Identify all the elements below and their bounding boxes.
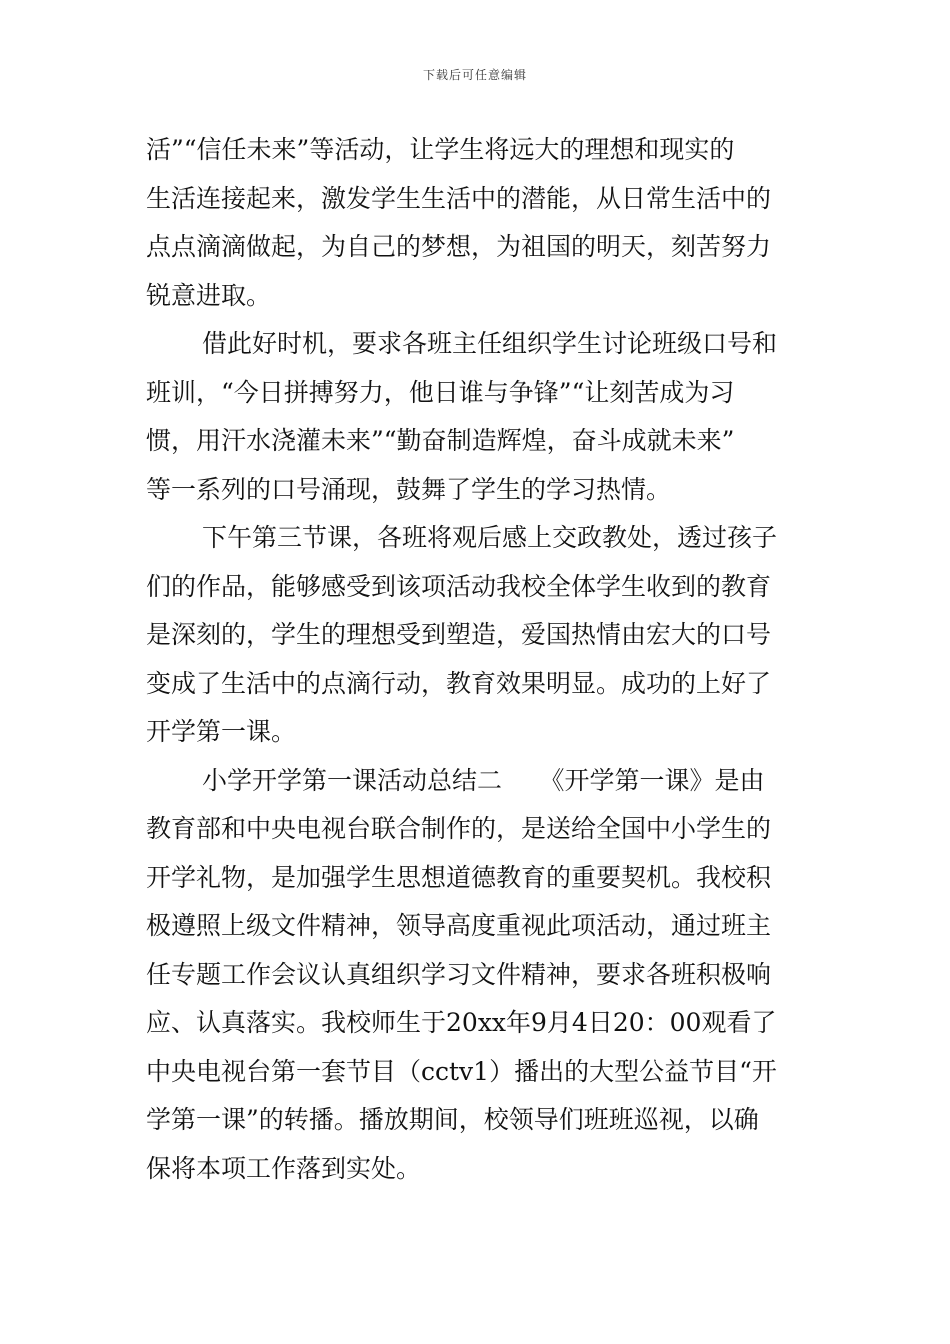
text-line: 等一系列的口号涌现，鼓舞了学生的学习热情。 [146, 474, 672, 504]
text-line: 锐意进取。 [146, 280, 272, 310]
text-line: 借此好时机，要求各班主任组织学生讨论班级口号和 [202, 329, 778, 358]
text-line: 生活连接起来，激发学生生活中的潜能，从日常生活中的 [146, 183, 772, 213]
text-line: 应、认真落实。我校师生于20xx年9月4日20：00观看了 [146, 1008, 777, 1037]
paragraph-2 [146, 320, 808, 514]
text-line: 班训，“今日拼搏努力，他日谁与争锋”“让刻苦成为习 [146, 377, 735, 407]
text-line: 学第一课”的转播。播放期间，校领导们班班巡视，以确 [146, 1105, 759, 1134]
text-line: 小学开学第一课活动总结二 《开学第一课》是由 [202, 765, 765, 795]
text-line: 是深刻的，学生的理想受到塑造，爱国热情由宏大的口号 [146, 620, 772, 649]
paragraph-4 [146, 757, 808, 1194]
text-line: 开学第一课。 [146, 717, 297, 746]
document-body [146, 126, 808, 1193]
paragraph-1 [146, 126, 808, 320]
page-header: 下载后可任意编辑 [422, 68, 527, 82]
text-line: 开学礼物，是加强学生思想道德教育的重要契机。我校积 [146, 862, 772, 892]
text-line: 点点滴滴做起，为自己的梦想，为祖国的明天，刻苦努力 [146, 232, 772, 261]
text-line: 任专题工作会议认真组织学习文件精神，要求各班积极响 [146, 959, 772, 989]
text-line: 活”“信任未来”等活动，让学生将远大的理想和现实的 [146, 135, 735, 164]
text-line: 惯，用汗水浇灌未来”“勤奋制造辉煌，奋斗成就未来” [146, 426, 735, 455]
text-line: 变成了生活中的点滴行动，教育效果明显。成功的上好了 [146, 668, 772, 698]
text-line: 下午第三节课，各班将观后感上交政教处，透过孩子 [202, 523, 778, 552]
text-line: 教育部和中央电视台联合制作的，是送给全国中小学生的 [146, 814, 772, 843]
text-line: 们的作品，能够感受到该项活动我校全体学生收到的教育 [146, 571, 772, 601]
text-line: 极遵照上级文件精神，领导高度重视此项活动，通过班主 [146, 911, 772, 940]
text-line: 保将本项工作落到实处。 [146, 1153, 422, 1183]
text-line: 中央电视台第一套节目（cctv1）播出的大型公益节目“开 [146, 1056, 777, 1086]
paragraph-3 [146, 514, 808, 757]
